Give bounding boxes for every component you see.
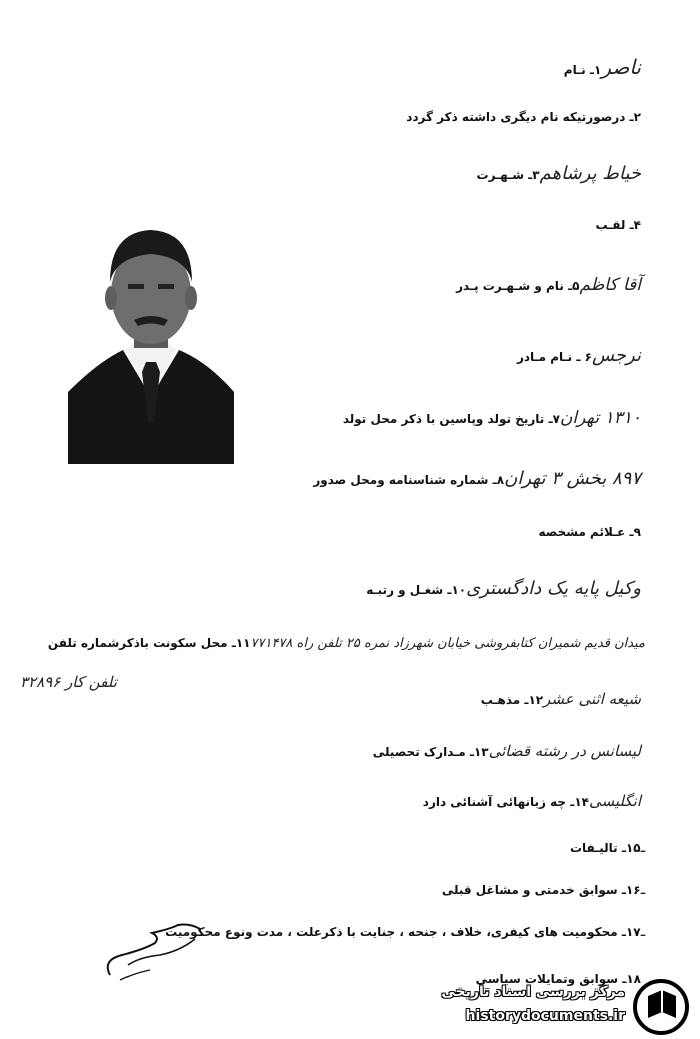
field-label: ۲ـ درصورتیکه نام دیگری داشته ذکر گردد [406, 110, 641, 124]
field-value: ـ [640, 838, 645, 856]
field-value: لیسانس در رشته قضائی [488, 742, 641, 760]
field-11-address [48, 636, 655, 651]
portrait-photo [68, 222, 234, 464]
field-11-continuation: تلفن کار ۳۲۸۹۶ [20, 673, 117, 691]
field-15-publications [570, 838, 655, 856]
field-17-convictions [165, 922, 655, 940]
field-value: ـ [640, 922, 645, 940]
field-label: ۱۴ـ چه زبانهائی آشنائی دارد [422, 795, 589, 809]
watermark-url: historydocuments.ir [465, 1008, 625, 1024]
field-3-surname [477, 163, 655, 184]
field-value: ناصر [601, 55, 641, 79]
field-9-marks [538, 525, 655, 539]
field-value: وکیل پایه یک دادگستری [466, 578, 641, 599]
field-value: آقا کاظم [579, 275, 641, 295]
field-label: ۴ـ لقـب [595, 218, 641, 232]
field-13-education [373, 742, 655, 760]
field-label: ۱۵ـ تالیـفات [569, 841, 641, 855]
field-6-mother [517, 345, 655, 366]
field-label: ۷ـ تاریخ تولد وپاسین با ذکر محل تولد [342, 412, 560, 426]
field-label: ۱۷ـ محکومیت های کیفری، خلاف ، جنحه ، جنایت با ذکرعلت ، مدت ونوع محکومیت [165, 925, 641, 939]
field-14-languages [423, 792, 655, 810]
field-value: میدان قدیم شمیران کتابفروشی خیابان شهرزاد نمره ۲۵ تلفن راه ۷۷۱۴۷۸ [250, 636, 645, 651]
field-label: ۶ ـ نـام مـادر [516, 350, 592, 364]
watermark-title: مرکز بررسی اسناد تاریخی [441, 984, 625, 1000]
field-1-name [564, 55, 655, 79]
field-value: نرجس [591, 345, 641, 366]
field-4-title [595, 218, 655, 232]
field-label: ۳ـ شـهـرت [476, 168, 540, 182]
field-label: ۵ـ نام و شـهـرت پـدر [456, 279, 580, 293]
field-label: ۸ـ شماره شناسنامه ومحل صدور [313, 473, 505, 487]
signature [100, 915, 205, 985]
field-16-background [442, 880, 655, 898]
field-value: شیعه اثنی عشر [543, 690, 641, 708]
field-12-religion [481, 690, 655, 708]
field-label: ۱۲ـ مذهـب [480, 693, 544, 707]
field-value: ۸۹۷ بخش ۳ تهران [504, 468, 641, 489]
field-value: ـ [640, 880, 645, 898]
field-label: ۱۸ـ سوابق وتمایلات سیاسی [475, 972, 641, 986]
field-5-father [456, 275, 655, 295]
field-value: انگلیسی [588, 792, 641, 810]
field-2-other-name [406, 110, 655, 124]
field-label: ۱۱ـ محل سکونت باذکرشماره تلفن [47, 636, 251, 650]
portrait-image [68, 222, 234, 464]
field-7-birth [343, 408, 655, 428]
field-label: ۱۳ـ مـدارک تحصیلی [372, 745, 489, 759]
field-label: ۱۶ـ سوابق خدمتی و مشاغل قبلی [441, 883, 641, 897]
field-8-id [313, 468, 655, 489]
field-value: ۱۳۱۰ تهران [559, 408, 641, 428]
watermark-logo-icon [632, 978, 690, 1036]
field-value: خیاط پرشاهم [539, 163, 641, 184]
field-label: ۱ـ نـام [563, 63, 602, 77]
field-10-job [366, 578, 655, 599]
field-label: ۹ـ عـلائم مشخصه [538, 525, 641, 539]
field-label: ۱۰ـ شغـل و رتبـه [366, 583, 467, 597]
